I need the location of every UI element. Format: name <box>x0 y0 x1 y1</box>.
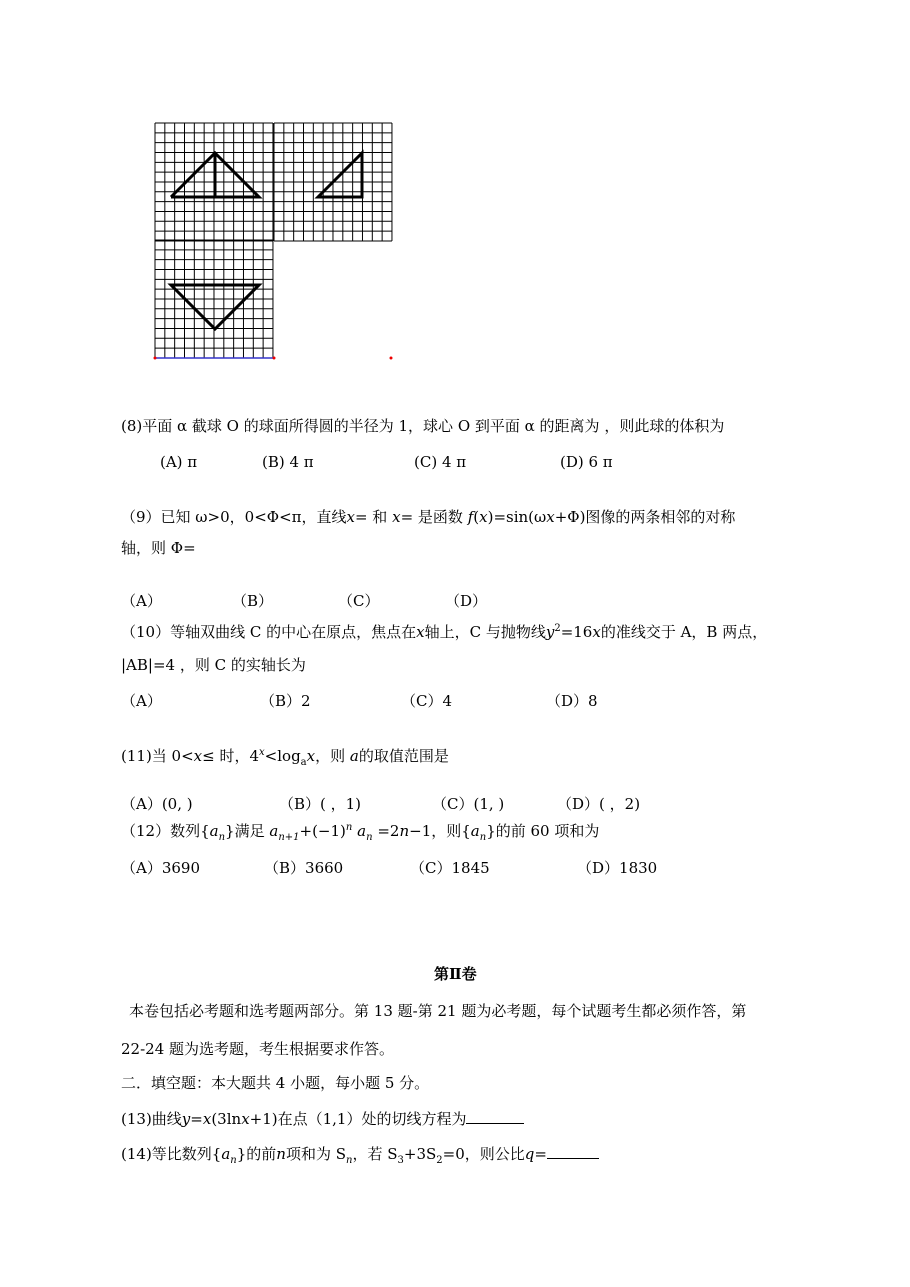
red-dot-left <box>154 357 157 360</box>
q14-answer-blank <box>547 1144 599 1159</box>
q11-stem: (11)当 0<x≤ 时，$4^x<\log_ax$，则 a的取值范围是 <box>121 747 449 768</box>
section-fill-in-heading: 二．填空题：本大题共 4 小题，每小题 5 分。 <box>121 1074 430 1092</box>
q12-stem: （12）数列$\{a_n\}$满足 $a_{n+1}+(-1)^n$ $a_n =2n-1$，则$\{a_n\}$的前 60 项和为 <box>121 822 600 843</box>
q11-option-d: （D）( ，2) <box>557 795 641 813</box>
q9-option-d: （D） <box>445 592 488 610</box>
red-dot-mid <box>273 357 276 360</box>
q9-stem-line1: （9）已知 ω>0，0<Φ<π，直线x= 和 x= 是函数 f(x)=sin(ωx+Φ)图像的两条相邻的对称 <box>121 508 736 526</box>
q14-stem: (14)等比数列$\{a_n\}$的前n项和为 $S_n$，若 $S_3+3S_2=0$，则公比q= <box>121 1144 599 1163</box>
q8-option-a: (A) π <box>160 453 198 471</box>
q8-option-d: (D) 6 π <box>560 453 613 471</box>
q8-option-b: (B) 4 π <box>262 453 314 471</box>
q12-option-d: （D）1830 <box>577 859 658 877</box>
red-dot-right <box>390 357 393 360</box>
part2-intro-line1: 本卷包括必考题和选考题两部分。第 13 题-第 21 题为必考题，每个试题考生都必须作答，第 <box>129 1002 747 1020</box>
q13-stem: (13)曲线y=x(3lnx+1)在点（1,1）处的切线方程为 <box>121 1109 524 1128</box>
q9-stem-line2: 轴，则 Φ= <box>121 539 196 557</box>
q9-option-c: （C） <box>338 592 380 610</box>
top-view-grid <box>155 240 273 358</box>
q12-option-a: （A）3690 <box>121 859 201 877</box>
q9-option-a: （A） <box>121 592 162 610</box>
q10-option-c: （C）4 <box>401 692 453 710</box>
side-view-shape <box>318 153 362 197</box>
three-view-figure <box>150 118 400 368</box>
q10-stem-line1: （10）等轴双曲线 C 的中心在原点，焦点在x轴上，C 与抛物线$y^2=16x$的准线交于 A，B 两点， <box>121 623 768 641</box>
q13-answer-blank <box>466 1109 524 1124</box>
q8-option-c: (C) 4 π <box>414 453 467 471</box>
q11-option-b: （B）( ，1) <box>279 795 362 813</box>
q10-option-b: （B）2 <box>260 692 311 710</box>
q10-stem-line2: |AB|=4 ，则 C 的实轴长为 <box>121 656 306 674</box>
q12-option-b: （B）3660 <box>264 859 344 877</box>
q10-option-a: （A） <box>121 692 162 710</box>
q10-option-d: （D）8 <box>546 692 598 710</box>
part2-title: 第Ⅱ卷 <box>434 965 477 983</box>
q12-option-c: （C）1845 <box>410 859 490 877</box>
q8-stem: (8)平面 α 截球 O 的球面所得圆的半径为 1，球心 O 到平面 α 的距离为 ，则此球的体积为 <box>121 417 725 435</box>
q11-option-c: （C）(1, ) <box>432 795 505 813</box>
part2-intro-line2: 22-24 题为选考题，考生根据要求作答。 <box>121 1040 395 1058</box>
q9-option-b: （B） <box>232 592 274 610</box>
q11-option-a: （A）(0, ) <box>121 795 193 813</box>
